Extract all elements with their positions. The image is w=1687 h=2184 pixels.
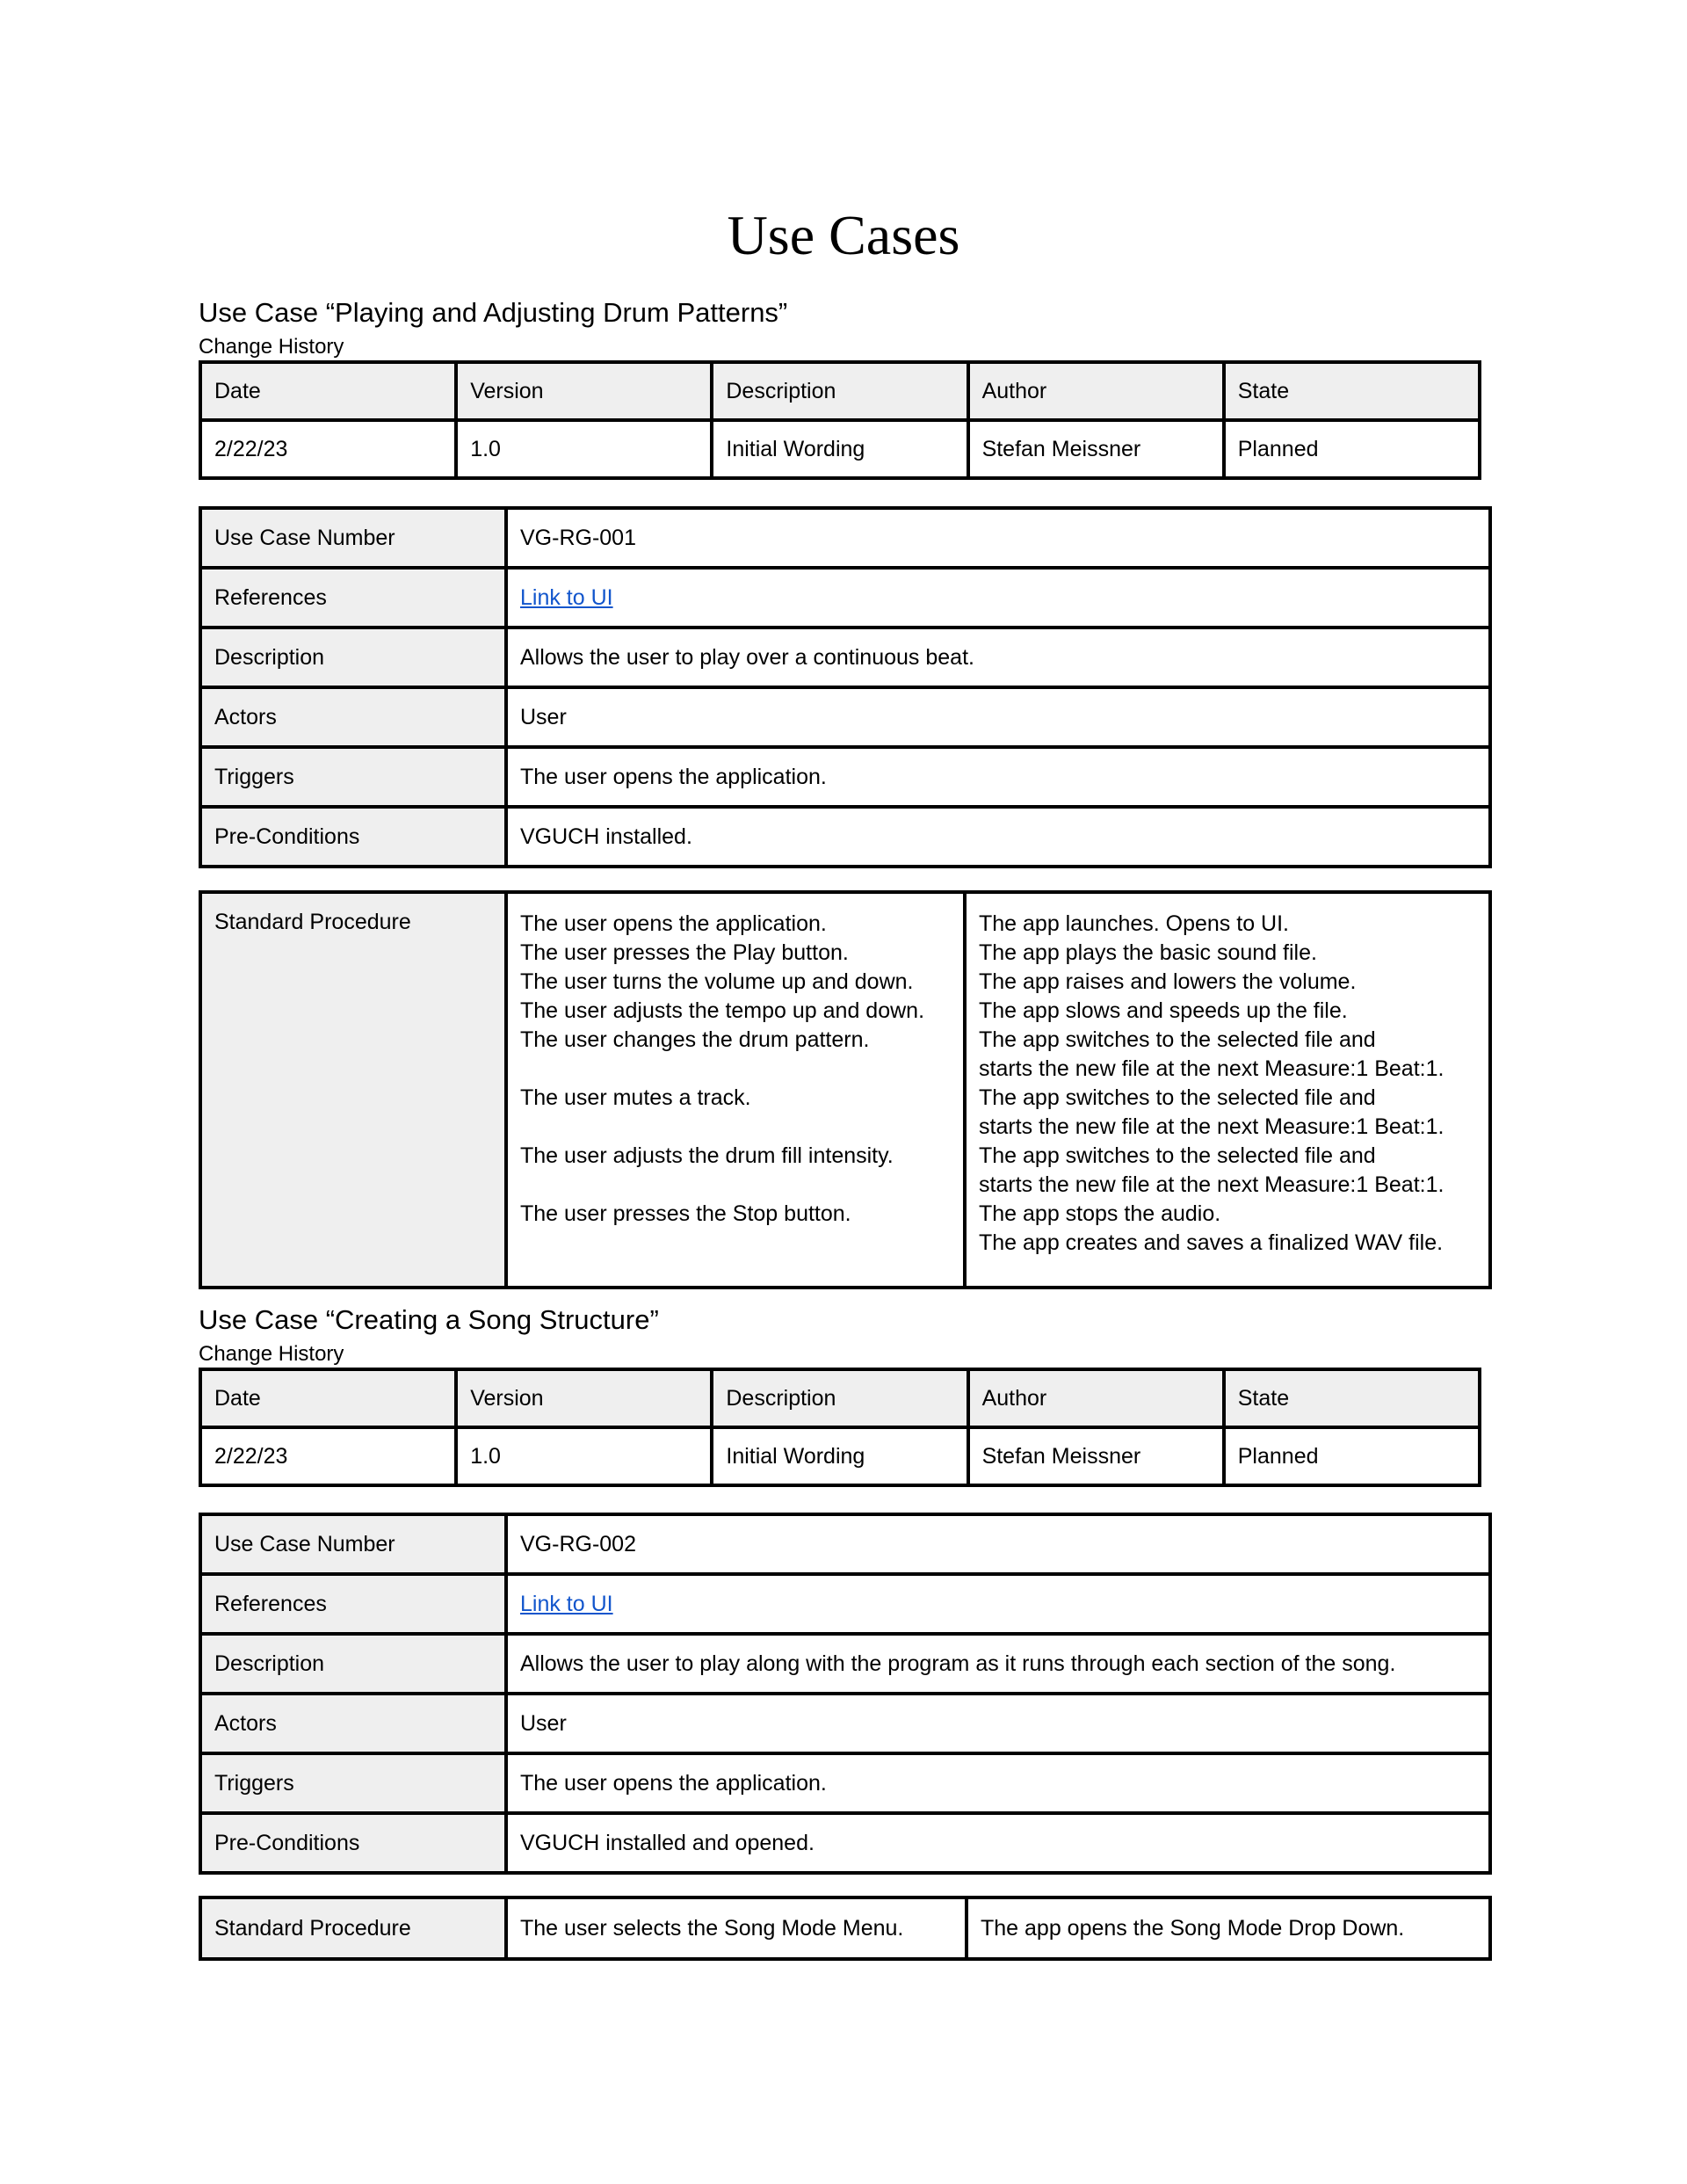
standard-procedure-label: Standard Procedure: [200, 1897, 506, 1959]
app-step: The app launches. Opens to UI.: [979, 911, 1289, 936]
info-row-number: [200, 1514, 1490, 1574]
info-row-triggers: [200, 747, 1490, 807]
actors-value: User: [506, 687, 1490, 747]
description-value: Allows the user to play over a continuous beat.: [506, 628, 1490, 687]
header-author: Author: [968, 362, 1224, 420]
info-row-preconditions: [200, 1813, 1490, 1873]
preconditions-label: Pre-Conditions: [200, 1813, 506, 1873]
user-step: The user selects the Song Mode Menu.: [506, 1897, 967, 1959]
use-case-number-label: Use Case Number: [200, 508, 506, 568]
cell-description: Initial Wording: [712, 1427, 967, 1485]
use-case-1-heading: Use Case “Playing and Adjusting Drum Patterns”: [199, 297, 788, 328]
user-step: The user presses the Play button.: [520, 940, 849, 965]
header-version: Version: [456, 362, 712, 420]
info-row-number: [200, 508, 1490, 568]
app-steps-list: [979, 910, 1476, 1258]
references-label: References: [200, 1574, 506, 1634]
app-step: starts the new file at the next Measure:1 Beat:1.: [979, 1056, 1444, 1081]
preconditions-value: VGUCH installed and opened.: [506, 1813, 1490, 1873]
user-step: The user opens the application.: [520, 911, 827, 936]
header-author: Author: [968, 1369, 1224, 1427]
use-case-2-change-history-label: Change History: [199, 1342, 344, 1366]
cell-description: Initial Wording: [712, 420, 967, 478]
page-title: Use Cases: [727, 204, 960, 266]
standard-procedure-label: Standard Procedure: [200, 892, 506, 1288]
app-step: The app stops the audio.: [979, 1201, 1221, 1226]
use-case-2-heading: Use Case “Creating a Song Structure”: [199, 1304, 659, 1335]
cell-state: Planned: [1224, 420, 1480, 478]
use-case-number-value: VG-RG-001: [506, 508, 1490, 568]
link-to-ui[interactable]: Link to UI: [520, 1591, 613, 1616]
app-step: The app creates and saves a finalized WAV file.: [979, 1230, 1444, 1255]
table-header-row: [200, 362, 1480, 420]
app-step: starts the new file at the next Measure:1 Beat:1.: [979, 1114, 1444, 1139]
header-date: Date: [200, 362, 456, 420]
user-step-spacer: [520, 1171, 951, 1200]
cell-author: Stefan Meissner: [968, 1427, 1224, 1485]
app-step: The app plays the basic sound file.: [979, 940, 1317, 965]
user-steps-cell: [506, 892, 965, 1288]
info-row-triggers: [200, 1753, 1490, 1813]
app-step: The app slows and speeds up the file.: [979, 998, 1348, 1023]
use-case-1-change-history-table: [199, 360, 1481, 480]
info-row-preconditions: [200, 807, 1490, 867]
header-date: Date: [200, 1369, 456, 1427]
header-state: State: [1224, 1369, 1480, 1427]
info-row-references: [200, 568, 1490, 628]
info-row-references: [200, 1574, 1490, 1634]
user-step: The user changes the drum pattern.: [520, 1027, 870, 1052]
description-label: Description: [200, 628, 506, 687]
use-case-1-procedure-table: [199, 890, 1492, 1289]
user-step-spacer: [520, 1113, 951, 1142]
app-step: The app switches to the selected file and: [979, 1085, 1376, 1110]
user-step: The user adjusts the drum fill intensity.: [520, 1143, 894, 1168]
info-row-actors: [200, 687, 1490, 747]
triggers-label: Triggers: [200, 1753, 506, 1813]
cell-state: Planned: [1224, 1427, 1480, 1485]
header-description: Description: [712, 1369, 967, 1427]
user-step-spacer: [520, 1055, 951, 1084]
header-description: Description: [712, 362, 967, 420]
description-label: Description: [200, 1634, 506, 1694]
use-case-2-info-table: [199, 1513, 1492, 1875]
info-row-description: [200, 1634, 1490, 1694]
triggers-label: Triggers: [200, 747, 506, 807]
table-row: [200, 1427, 1480, 1485]
preconditions-value: VGUCH installed.: [506, 807, 1490, 867]
app-step: The app raises and lowers the volume.: [979, 969, 1357, 994]
header-state: State: [1224, 362, 1480, 420]
references-label: References: [200, 568, 506, 628]
app-step: The app opens the Song Mode Drop Down.: [967, 1897, 1490, 1959]
use-case-1-change-history-label: Change History: [199, 335, 344, 359]
actors-value: User: [506, 1694, 1490, 1753]
app-steps-cell: [965, 892, 1490, 1288]
user-step: The user presses the Stop button.: [520, 1201, 851, 1226]
table-row: [200, 420, 1480, 478]
use-case-2-procedure-table: [199, 1896, 1492, 1961]
procedure-row: [200, 892, 1490, 1288]
info-row-description: [200, 628, 1490, 687]
actors-label: Actors: [200, 687, 506, 747]
triggers-value: The user opens the application.: [506, 747, 1490, 807]
cell-version: 1.0: [456, 1427, 712, 1485]
references-cell: [506, 1574, 1490, 1634]
cell-author: Stefan Meissner: [968, 420, 1224, 478]
table-header-row: [200, 1369, 1480, 1427]
user-step: The user turns the volume up and down.: [520, 969, 914, 994]
use-case-number-label: Use Case Number: [200, 1514, 506, 1574]
use-case-2-change-history-table: [199, 1368, 1481, 1487]
user-steps-list: [520, 910, 951, 1229]
actors-label: Actors: [200, 1694, 506, 1753]
use-case-1-info-table: [199, 506, 1492, 868]
app-step: The app switches to the selected file and: [979, 1143, 1376, 1168]
header-version: Version: [456, 1369, 712, 1427]
cell-date: 2/22/23: [200, 420, 456, 478]
link-to-ui[interactable]: Link to UI: [520, 584, 613, 610]
preconditions-label: Pre-Conditions: [200, 807, 506, 867]
cell-date: 2/22/23: [200, 1427, 456, 1485]
triggers-value: The user opens the application.: [506, 1753, 1490, 1813]
app-step: The app switches to the selected file and: [979, 1027, 1376, 1052]
references-cell: [506, 568, 1490, 628]
app-step: starts the new file at the next Measure:1 Beat:1.: [979, 1172, 1444, 1197]
user-step: The user mutes a track.: [520, 1085, 751, 1110]
info-row-actors: [200, 1694, 1490, 1753]
cell-version: 1.0: [456, 420, 712, 478]
procedure-row: [200, 1897, 1490, 1959]
use-case-number-value: VG-RG-002: [506, 1514, 1490, 1574]
description-value: Allows the user to play along with the program as it runs through each section of the song.: [506, 1634, 1490, 1694]
user-step: The user adjusts the tempo up and down.: [520, 998, 925, 1023]
